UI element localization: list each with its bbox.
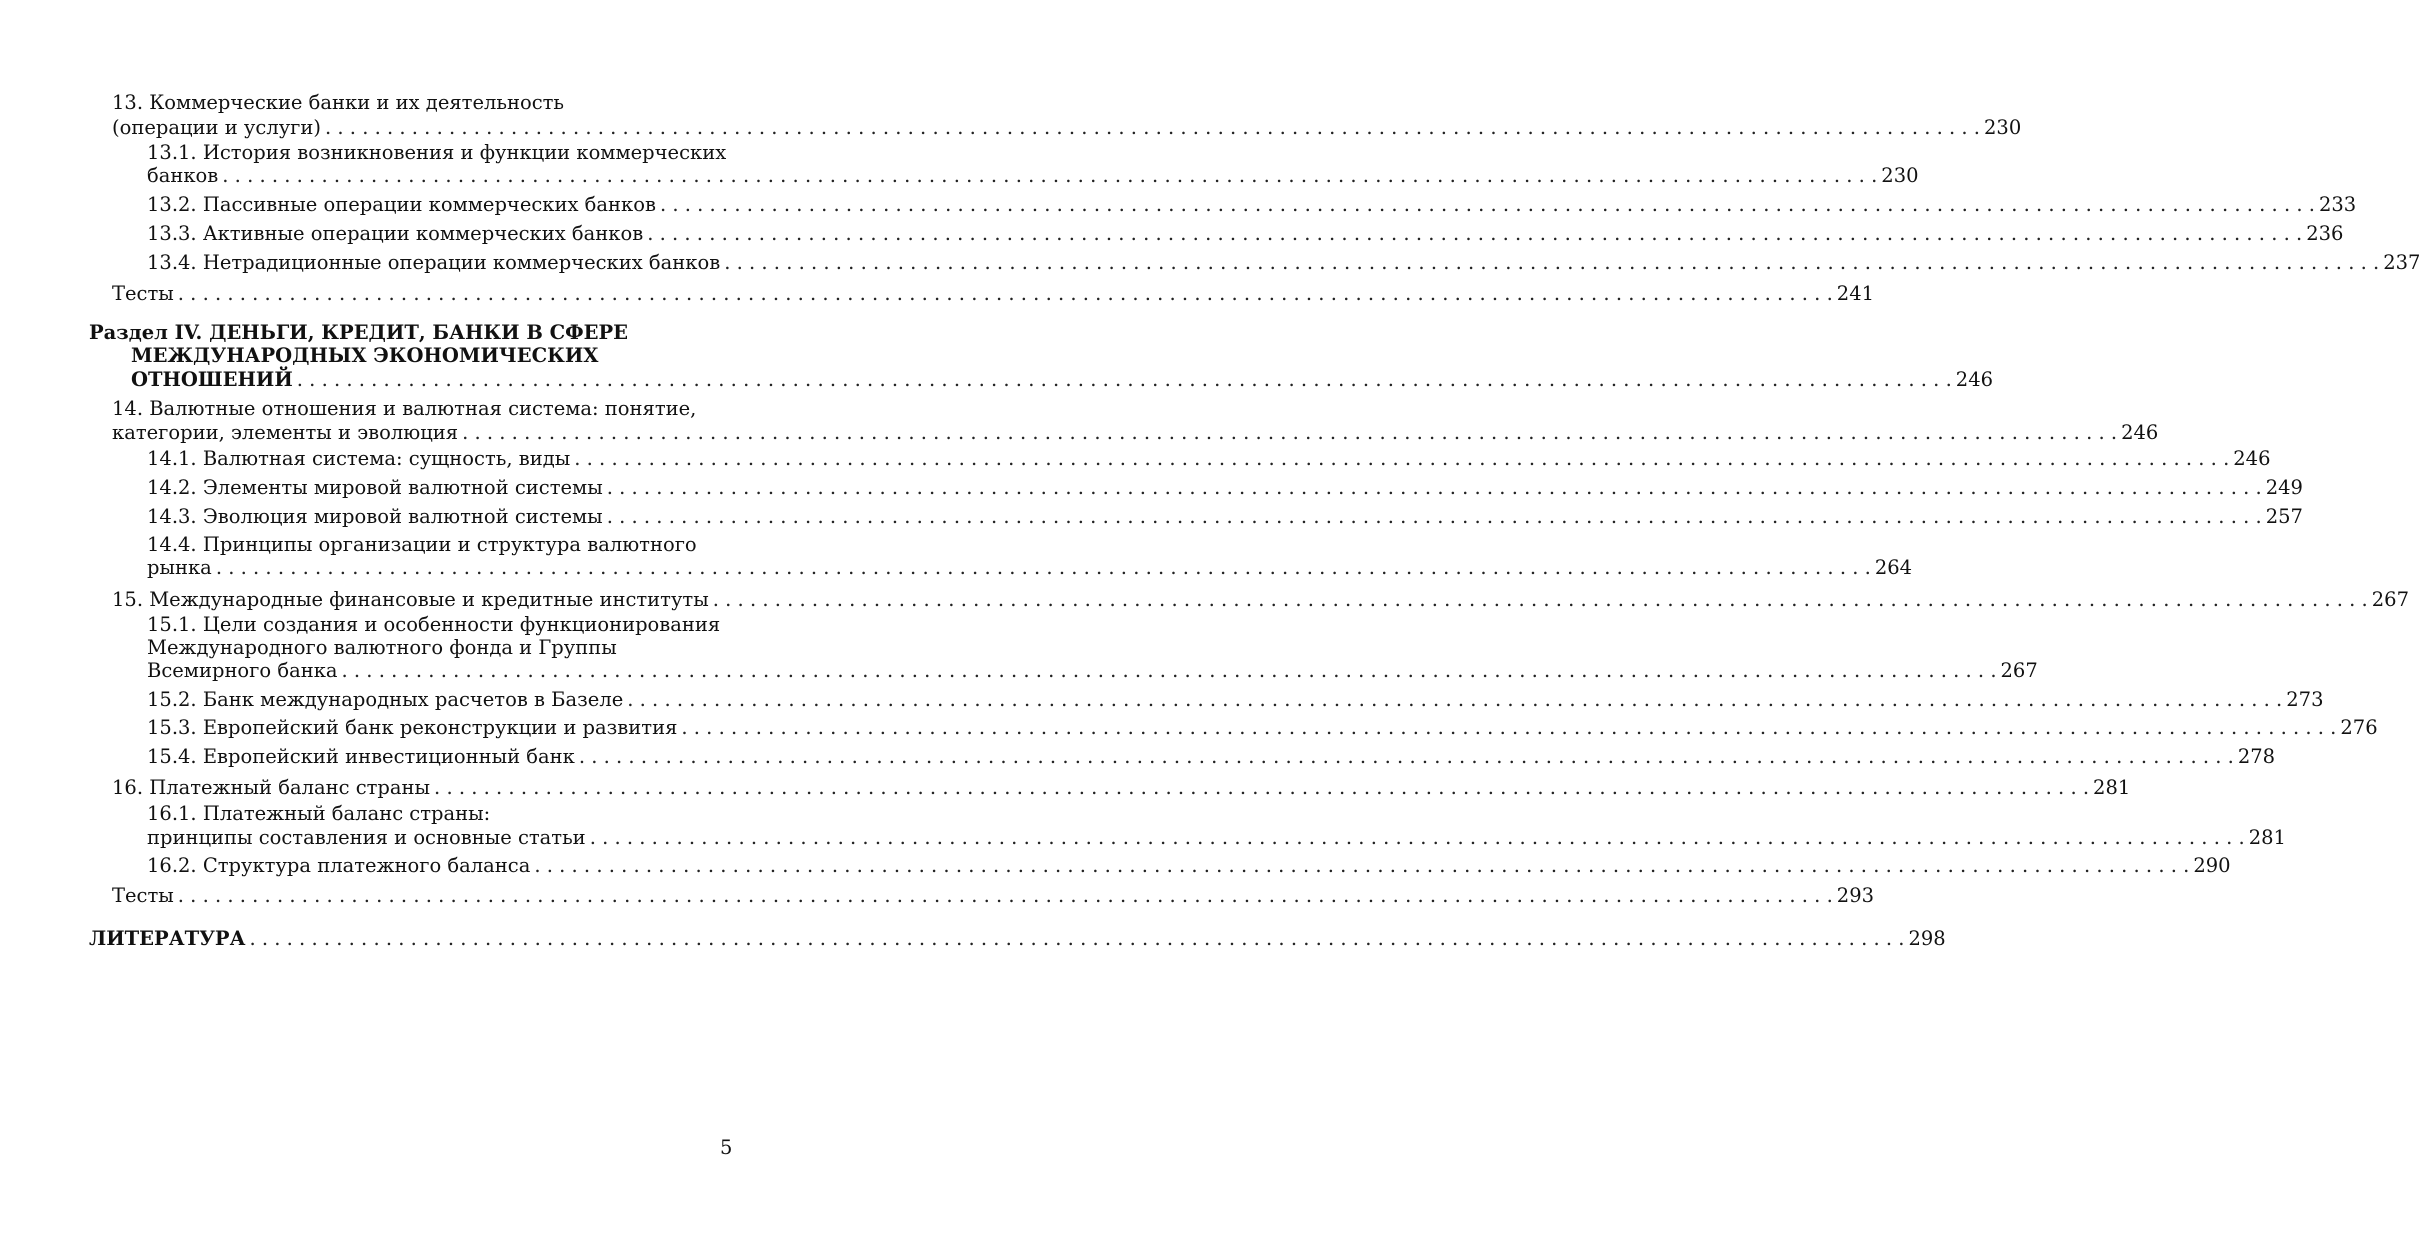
toc-entry-text: принципы составления и основные статьи xyxy=(147,826,586,849)
toc-entry-chapter-15 xyxy=(112,588,2409,612)
toc-entry-text: 15.4. Европейский инвестиционный банк xyxy=(147,745,575,768)
dot-leader xyxy=(338,659,2001,683)
toc-entry-16-2 xyxy=(147,854,2231,878)
toc-entry-text: банков xyxy=(147,164,219,187)
toc-entry-text: 15.3. Европейский банк реконструкции и развития xyxy=(147,716,678,739)
dot-leader xyxy=(623,688,2286,712)
toc-page-number: 281 xyxy=(2248,826,2286,849)
dot-leader xyxy=(212,556,1875,580)
toc-entry-text: ЛИТЕРАТУРА xyxy=(89,927,246,950)
toc-entry-text: 14.4. Принципы организации и структура валютного xyxy=(147,533,697,556)
toc-page-number: 230 xyxy=(1984,116,2022,139)
toc-entry-15-4 xyxy=(147,745,2276,769)
toc-entry-13-3 xyxy=(147,222,2344,246)
dot-leader xyxy=(677,716,2340,740)
toc-entry-16-1-cont xyxy=(147,826,2286,850)
toc-entry-chapter-13-cont xyxy=(112,116,2022,140)
dot-leader xyxy=(174,884,1837,908)
toc-entry-15-2 xyxy=(147,688,2324,712)
toc-entry-text: 16.2. Структура платежного баланса xyxy=(147,854,531,877)
toc-page-number: 237 xyxy=(2383,251,2420,274)
toc-entry-13-4 xyxy=(147,251,2420,275)
toc-page-number: 276 xyxy=(2340,716,2378,739)
toc-entry-14-4 xyxy=(147,533,736,557)
toc-entry-15-1-cont xyxy=(147,636,736,660)
dot-leader xyxy=(245,927,1908,951)
toc-entry-text: Тесты xyxy=(112,884,174,907)
dot-leader xyxy=(293,368,1956,392)
dot-leader xyxy=(570,447,2233,471)
dot-leader xyxy=(530,854,2193,878)
toc-entry-text: 13.1. История возникновения и функции коммерческих xyxy=(147,141,727,164)
toc-page-number: 267 xyxy=(2000,659,2038,682)
toc-page-number: 236 xyxy=(2306,222,2344,245)
toc-entry-14-2 xyxy=(147,476,2303,500)
toc-page-number: 293 xyxy=(1836,884,1875,907)
toc-entry-text: 13.3. Активные операции коммерческих банков xyxy=(147,222,644,245)
toc-entry-text: категории, элементы и эволюция xyxy=(112,421,459,444)
toc-entry-text: 16.1. Платежный баланс страны: xyxy=(147,802,491,825)
toc-entry-tests-2 xyxy=(112,884,1875,908)
toc-entry-15-1-end xyxy=(147,659,2038,683)
toc-entry-text: Международного валютного фонда и Группы xyxy=(147,636,617,659)
toc-entry-chapter-13 xyxy=(112,91,736,115)
toc-entry-tests-1 xyxy=(112,282,1875,306)
toc-page-number: 230 xyxy=(1881,164,1919,187)
page-number: 5 xyxy=(720,1136,733,1159)
toc-page-number: 290 xyxy=(2193,854,2231,877)
toc-entry-15-1 xyxy=(147,613,736,637)
dot-leader xyxy=(321,116,1984,140)
toc-entry-15-3 xyxy=(147,716,2378,740)
toc-entry-literature xyxy=(89,927,1946,951)
toc-entry-13-1-cont xyxy=(147,164,1919,188)
toc-entry-text: Раздел IV. ДЕНЬГИ, КРЕДИТ, БАНКИ В СФЕРЕ xyxy=(89,321,629,344)
toc-entry-text: 14.3. Эволюция мировой валютной системы xyxy=(147,505,603,528)
toc-entry-text: 14.2. Элементы мировой валютной системы xyxy=(147,476,603,499)
toc-page-number: 264 xyxy=(1874,556,1913,579)
toc-entry-text: 14. Валютные отношения и валютная система: понятие, xyxy=(112,397,697,420)
dot-leader xyxy=(643,222,2306,246)
toc-page-number: 246 xyxy=(2233,447,2271,470)
toc-entry-text: МЕЖДУНАРОДНЫХ ЭКОНОМИЧЕСКИХ xyxy=(131,344,599,367)
toc-entry-16-1 xyxy=(147,802,736,826)
toc-page-number: 246 xyxy=(1955,368,1994,391)
toc-entry-13-2 xyxy=(147,193,2357,217)
toc-section-4-title xyxy=(89,321,736,345)
toc-page-number: 246 xyxy=(2121,421,2159,444)
toc-page-number: 273 xyxy=(2286,688,2324,711)
dot-leader xyxy=(218,164,1881,188)
toc-entry-chapter-16 xyxy=(112,776,2131,800)
toc-entry-text: ОТНОШЕНИЙ xyxy=(131,368,293,391)
toc-page-number: 257 xyxy=(2265,505,2303,528)
toc-entry-text: 14.1. Валютная система: сущность, виды xyxy=(147,447,571,470)
toc-page-number: 249 xyxy=(2265,476,2303,499)
dot-leader xyxy=(709,588,2372,612)
toc-entry-13-1 xyxy=(147,141,736,165)
toc-entry-text: 15. Международные финансовые и кредитные институты xyxy=(112,588,709,611)
toc-entry-text: 13.4. Нетрадиционные операции коммерческих банков xyxy=(147,251,721,274)
toc-entry-14-1 xyxy=(147,447,2271,471)
toc-entry-chapter-14-cont xyxy=(112,421,2159,445)
toc-entry-text: Тесты xyxy=(112,282,174,305)
toc-entry-14-4-cont xyxy=(147,556,1913,580)
toc-entry-text: Всемирного банка xyxy=(147,659,338,682)
toc-page-number: 267 xyxy=(2371,588,2409,611)
dot-leader xyxy=(586,826,2249,850)
toc-entry-text: 16. Платежный баланс страны xyxy=(112,776,431,799)
toc-entry-text: рынка xyxy=(147,556,212,579)
toc-entry-text: 15.1. Цели создания и особенности функционирования xyxy=(147,613,721,636)
dot-leader xyxy=(575,745,2238,769)
dot-leader xyxy=(603,505,2266,529)
toc-page-number: 233 xyxy=(2318,193,2357,216)
toc-page-number: 278 xyxy=(2237,745,2276,768)
toc-entry-chapter-14 xyxy=(112,397,736,421)
toc-section-4-title-cont xyxy=(131,344,736,368)
toc-page-number: 241 xyxy=(1836,282,1875,305)
dot-leader xyxy=(458,421,2121,445)
dot-leader xyxy=(174,282,1837,306)
dot-leader xyxy=(603,476,2266,500)
toc-page-number: 281 xyxy=(2093,776,2131,799)
toc-page-number: 298 xyxy=(1908,927,1946,950)
toc-entry-14-3 xyxy=(147,505,2303,529)
dot-leader xyxy=(656,193,2319,217)
dot-leader xyxy=(430,776,2093,800)
toc-entry-text: 15.2. Банк международных расчетов в Базеле xyxy=(147,688,624,711)
toc-entry-text: 13. Коммерческие банки и их деятельность xyxy=(112,91,565,114)
dot-leader xyxy=(720,251,2383,275)
toc-entry-text: (операции и услуги) xyxy=(112,116,321,139)
toc-entry-text: 13.2. Пассивные операции коммерческих банков xyxy=(147,193,656,216)
toc-section-4-title-end xyxy=(131,368,1994,392)
